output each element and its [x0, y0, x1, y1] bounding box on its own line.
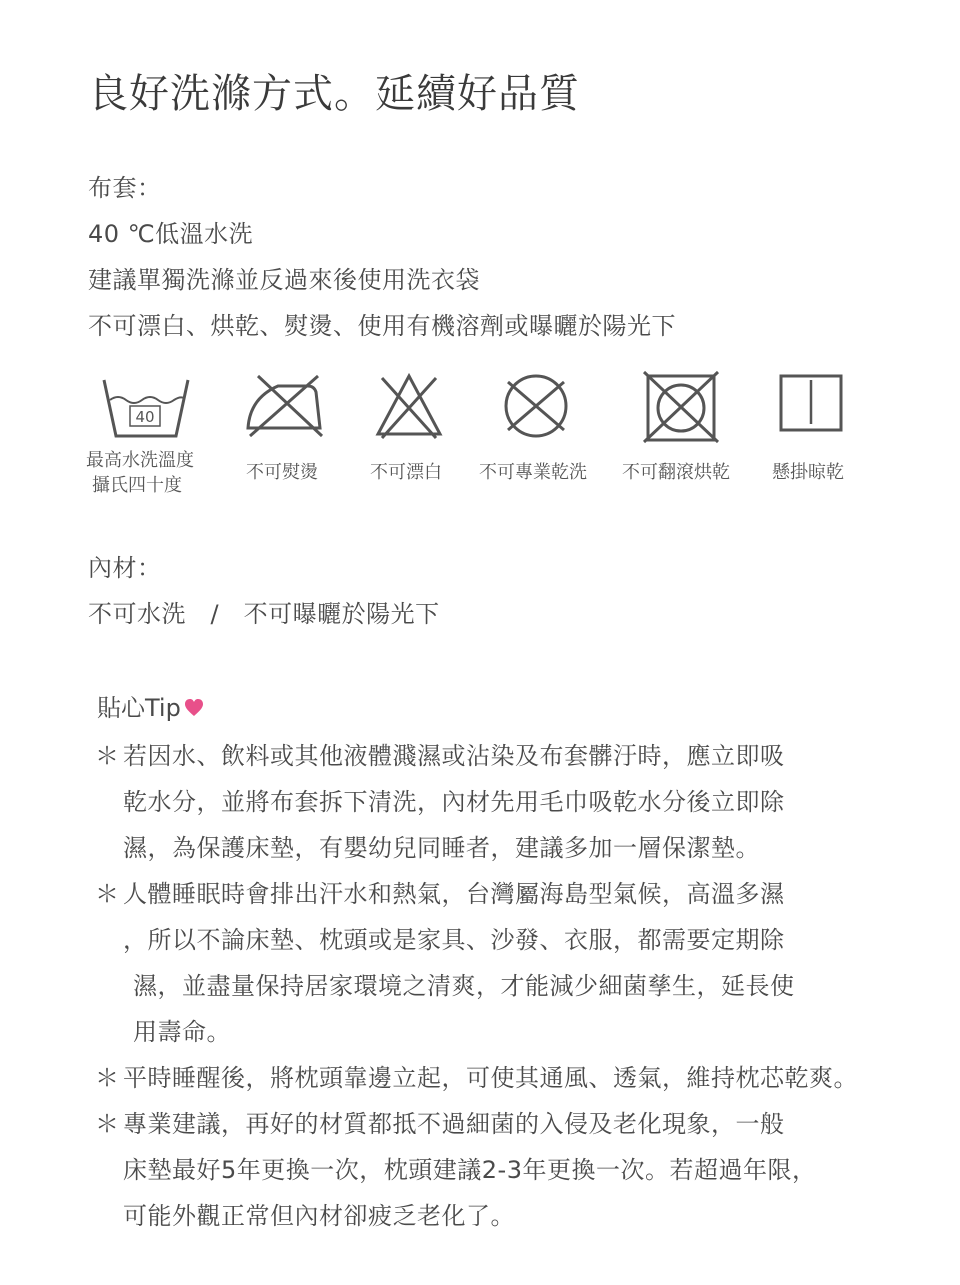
wash-40-icon — [100, 370, 192, 440]
no-tumble-dry-icon — [640, 370, 720, 444]
care-icons — [0, 370, 960, 500]
heart-icon — [183, 697, 205, 725]
tips-title — [97, 688, 205, 725]
tip-2-line-2: ，所以不論床墊、枕頭或是家具、沙發、衣服，都需要定期除 — [123, 926, 785, 954]
tip-bullet-1: ＊ — [95, 742, 119, 770]
no-iron-label: 不可熨燙 — [246, 462, 318, 483]
no-bleach-label: 不可漂白 — [370, 462, 442, 483]
tip-2-line-3: 濕，並盡量保持居家環境之清爽，才能減少細菌孳生，延長使 — [133, 972, 795, 1000]
tip-4-line-3: 可能外觀正常但內材卻疲乏老化了。 — [123, 1202, 515, 1230]
page-title: 良好洗滌方式。延續好品質 — [88, 71, 580, 117]
no-bleach-icon — [374, 370, 444, 440]
inner-heading: 內材： — [88, 554, 162, 582]
tip-1-line-2: 乾水分，並將布套拆下清洗，內材先用毛巾吸乾水分後立即除 — [123, 788, 785, 816]
tip-3-line-1: 平時睡醒後，將枕頭靠邊立起，可使其通風、透氣，維持枕芯乾爽。 — [123, 1064, 858, 1092]
no-iron-icon — [244, 370, 324, 440]
cover-line-1: 40 ℃低溫水洗 — [88, 220, 254, 248]
tip-1-line-1: 若因水、飲料或其他液體濺濕或沾染及布套髒汙時，應立即吸 — [123, 742, 785, 770]
line-dry-icon — [778, 370, 844, 436]
tip-bullet-3: ＊ — [95, 1064, 119, 1092]
no-dry-clean-label: 不可專業乾洗 — [479, 462, 587, 483]
tip-bullet-4: ＊ — [95, 1110, 119, 1138]
tip-1-line-3: 濕，為保護床墊，有嬰幼兒同睡者，建議多加一層保潔墊。 — [123, 834, 760, 862]
cover-line-2: 建議單獨洗滌並反過來後使用洗衣袋 — [88, 266, 480, 294]
tip-bullet-2: ＊ — [95, 880, 119, 908]
tip-4-line-1: 專業建議，再好的材質都抵不過細菌的入侵及老化現象，一般 — [123, 1110, 785, 1138]
inner-line: 不可水洗 / 不可曝曬於陽光下 — [88, 600, 440, 628]
cover-line-3: 不可漂白、烘乾、熨燙、使用有機溶劑或曝曬於陽光下 — [88, 312, 676, 340]
tips-title-text: 貼心Tip — [97, 694, 181, 722]
tip-4-line-2: 床墊最好5年更換一次，枕頭建議2-3年更換一次。若超過年限， — [123, 1156, 817, 1184]
line-dry-label: 懸掛晾乾 — [772, 462, 844, 483]
cover-heading: 布套： — [88, 174, 162, 202]
wash-temp-number: 40 — [135, 408, 155, 426]
no-dry-clean-icon — [496, 370, 576, 440]
tip-2-line-4: 用壽命。 — [133, 1018, 231, 1046]
no-tumble-dry-label: 不可翻滾烘乾 — [622, 462, 730, 483]
wash-40-label: 最高水洗溫度 攝氏四十度 — [86, 450, 194, 496]
tip-2-line-1: 人體睡眠時會排出汗水和熱氣，台灣屬海島型氣候，高溫多濕 — [123, 880, 785, 908]
